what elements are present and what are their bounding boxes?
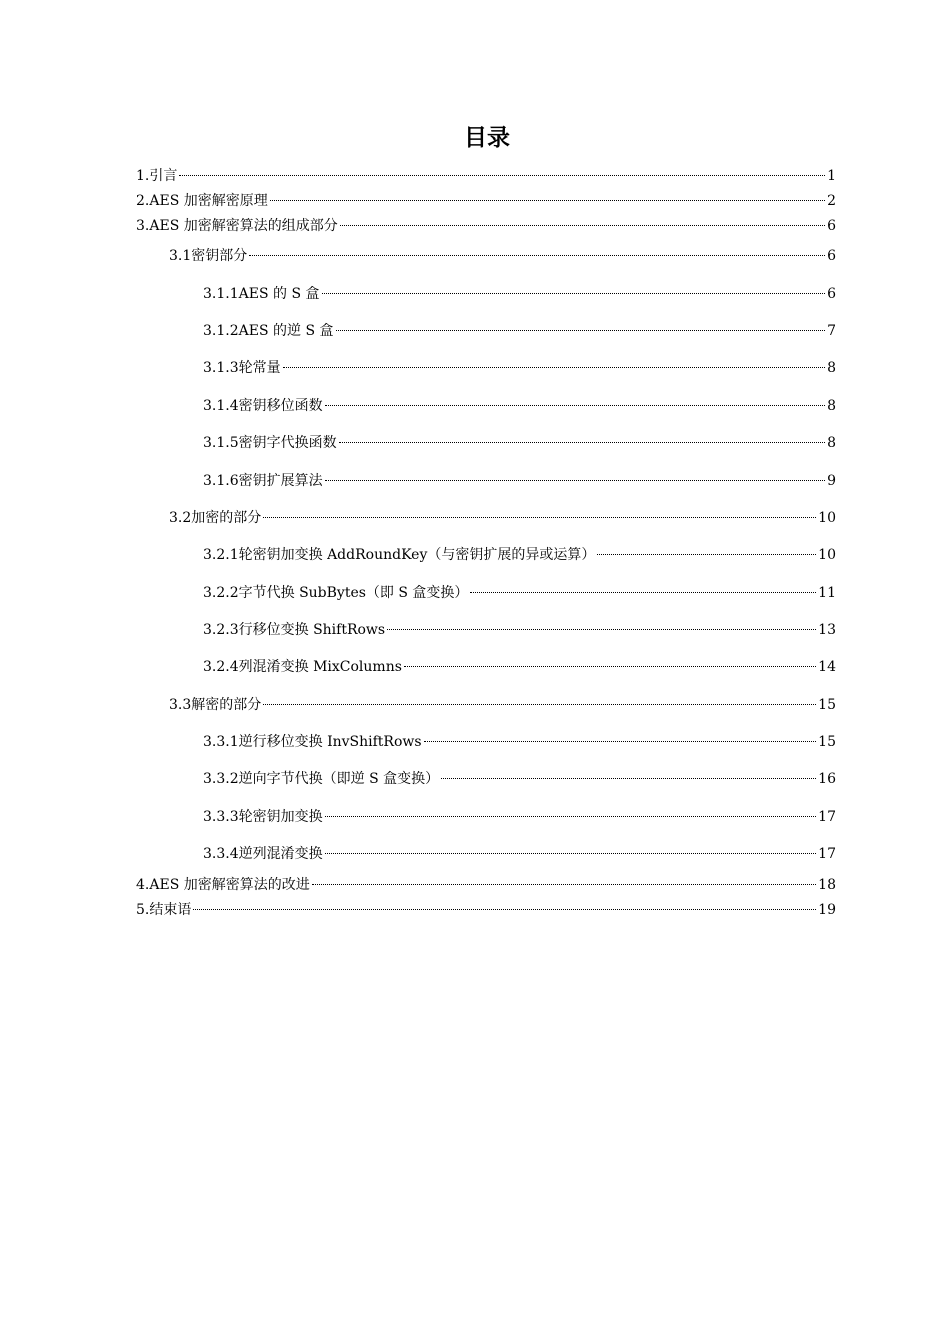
toc-entry-page: 16	[818, 771, 836, 787]
toc-entry-3-2-1[interactable]	[203, 544, 836, 566]
toc-entry-number: 3.3.2	[203, 771, 239, 787]
toc-entry-page: 18	[818, 877, 836, 893]
toc-entry-number: 3.1.6	[203, 473, 239, 489]
toc-entry-page: 1	[827, 168, 836, 184]
dot-leader	[283, 367, 825, 368]
toc-entry-page: 9	[827, 473, 836, 489]
dot-leader	[340, 225, 825, 226]
toc-entry-page: 7	[827, 323, 836, 339]
toc-entry-number: 3.2.4	[203, 659, 239, 675]
toc-entry-text: 轮密钥加变换 AddRoundKey（与密钥扩展的异或运算）	[238, 547, 596, 563]
toc-entry-3-3-1[interactable]	[203, 731, 836, 753]
toc-entry-text: AES 的逆 S 盒	[238, 323, 334, 339]
toc-entry-5[interactable]	[136, 899, 836, 921]
toc-entry-text: 加密的部分	[191, 510, 262, 526]
dot-leader	[312, 884, 816, 885]
dot-leader	[179, 175, 825, 176]
toc-entry-text: 密钥扩展算法	[238, 473, 323, 489]
dot-leader	[263, 704, 816, 705]
dot-leader	[339, 442, 825, 443]
dot-leader	[270, 200, 825, 201]
toc-entry-2[interactable]	[136, 190, 836, 212]
toc-entry-3-2-2[interactable]	[203, 582, 836, 604]
toc-entry-text: AES 加密解密原理	[149, 193, 268, 209]
toc-entry-page: 10	[818, 547, 836, 563]
toc-entry-number: 3.2	[169, 510, 192, 526]
dot-leader	[263, 517, 816, 518]
toc-entry-number: 3.3	[169, 697, 192, 713]
toc-entry-3-1[interactable]	[169, 245, 836, 267]
dot-leader	[325, 853, 817, 854]
toc-entry-text: AES 加密解密算法的组成部分	[149, 218, 338, 234]
toc-entry-number: 2.	[136, 193, 150, 209]
toc-entry-number: 1.	[136, 168, 150, 184]
toc-entry-number: 3.3.1	[203, 734, 239, 750]
toc-entry-page: 6	[827, 248, 836, 264]
toc-entry-3-1-1[interactable]	[203, 283, 836, 305]
toc-entry-text: AES 加密解密算法的改进	[149, 877, 310, 893]
dot-leader	[325, 816, 817, 817]
toc-entry-3-2-4[interactable]	[203, 656, 836, 678]
dot-leader	[322, 293, 826, 294]
toc-entry-text: 列混淆变换 MixColumns	[238, 659, 402, 675]
toc-entry-number: 3.2.3	[203, 622, 239, 638]
dot-leader	[387, 629, 816, 630]
toc-entry-page: 15	[818, 734, 836, 750]
toc-entry-text: 引言	[149, 168, 178, 184]
toc-entry-page: 6	[827, 286, 836, 302]
toc-entry-page: 8	[827, 435, 836, 451]
dot-leader	[470, 592, 816, 593]
toc-entry-number: 3.1.1	[203, 286, 239, 302]
toc-entry-3-1-5[interactable]	[203, 432, 836, 454]
toc-entry-4[interactable]	[136, 874, 836, 896]
toc-entry-text: 轮常量	[238, 360, 281, 376]
dot-leader	[597, 554, 816, 555]
toc-entry-text: 行移位变换 ShiftRows	[238, 622, 386, 638]
toc-entry-3-1-2[interactable]	[203, 320, 836, 342]
dot-leader	[325, 405, 825, 406]
toc-entry-3-1-3[interactable]	[203, 357, 836, 379]
dot-leader	[404, 666, 816, 667]
toc-entry-page: 11	[818, 585, 836, 601]
toc-entry-text: 结束语	[149, 902, 192, 918]
toc-entry-number: 5.	[136, 902, 150, 918]
toc-entry-3-3[interactable]	[169, 694, 836, 716]
toc-entry-text: 逆列混淆变换	[238, 846, 323, 862]
toc-entry-3[interactable]	[136, 215, 836, 237]
toc-entry-3-1-4[interactable]	[203, 395, 836, 417]
toc-entry-page: 14	[818, 659, 836, 675]
toc-entry-text: 密钥字代换函数	[238, 435, 337, 451]
toc-entry-page: 8	[827, 360, 836, 376]
dot-leader	[441, 778, 816, 779]
toc-entry-page: 19	[818, 902, 836, 918]
toc-entry-number: 3.1.3	[203, 360, 239, 376]
toc-entry-page: 15	[818, 697, 836, 713]
toc-entry-3-1-6[interactable]	[203, 470, 836, 492]
toc-entry-text: AES 的 S 盒	[238, 286, 320, 302]
toc-entry-number: 3.1	[169, 248, 192, 264]
toc-entry-3-3-4[interactable]	[203, 843, 836, 865]
toc-entry-number: 3.3.4	[203, 846, 239, 862]
toc-entry-page: 6	[827, 218, 836, 234]
toc-entry-number: 3.2.2	[203, 585, 239, 601]
toc-entry-number: 3.2.1	[203, 547, 239, 563]
toc-entry-text: 密钥部分	[191, 248, 248, 264]
toc-entry-number: 3.	[136, 218, 150, 234]
toc-entry-text: 逆向字节代换（即逆 S 盒变换）	[238, 771, 440, 787]
toc-entry-text: 解密的部分	[191, 697, 262, 713]
toc-entry-page: 2	[827, 193, 836, 209]
dot-leader	[325, 480, 825, 481]
toc-entry-number: 3.1.5	[203, 435, 239, 451]
toc-entry-page: 10	[818, 510, 836, 526]
toc-entry-number: 3.1.4	[203, 398, 239, 414]
dot-leader	[193, 909, 816, 910]
toc-entry-3-2-3[interactable]	[203, 619, 836, 641]
dot-leader	[336, 330, 826, 331]
toc-entry-3-3-3[interactable]	[203, 806, 836, 828]
toc-entry-text: 逆行移位变换 InvShiftRows	[238, 734, 422, 750]
toc-title: 目录	[464, 125, 510, 151]
dot-leader	[424, 741, 817, 742]
toc-entry-1[interactable]	[136, 165, 836, 187]
toc-entry-page: 17	[818, 846, 836, 862]
toc-entry-number: 3.1.2	[203, 323, 239, 339]
dot-leader	[249, 255, 825, 256]
toc-entry-text: 字节代换 SubBytes（即 S 盒变换）	[238, 585, 469, 601]
toc-entry-text: 轮密钥加变换	[238, 809, 323, 825]
toc-entry-page: 13	[818, 622, 836, 638]
toc-entry-3-3-2[interactable]	[203, 768, 836, 790]
toc-entry-number: 3.3.3	[203, 809, 239, 825]
toc-entry-number: 4.	[136, 877, 150, 893]
toc-entry-page: 8	[827, 398, 836, 414]
toc-entry-3-2[interactable]	[169, 507, 836, 529]
toc-entry-page: 17	[818, 809, 836, 825]
toc-entry-text: 密钥移位函数	[238, 398, 323, 414]
